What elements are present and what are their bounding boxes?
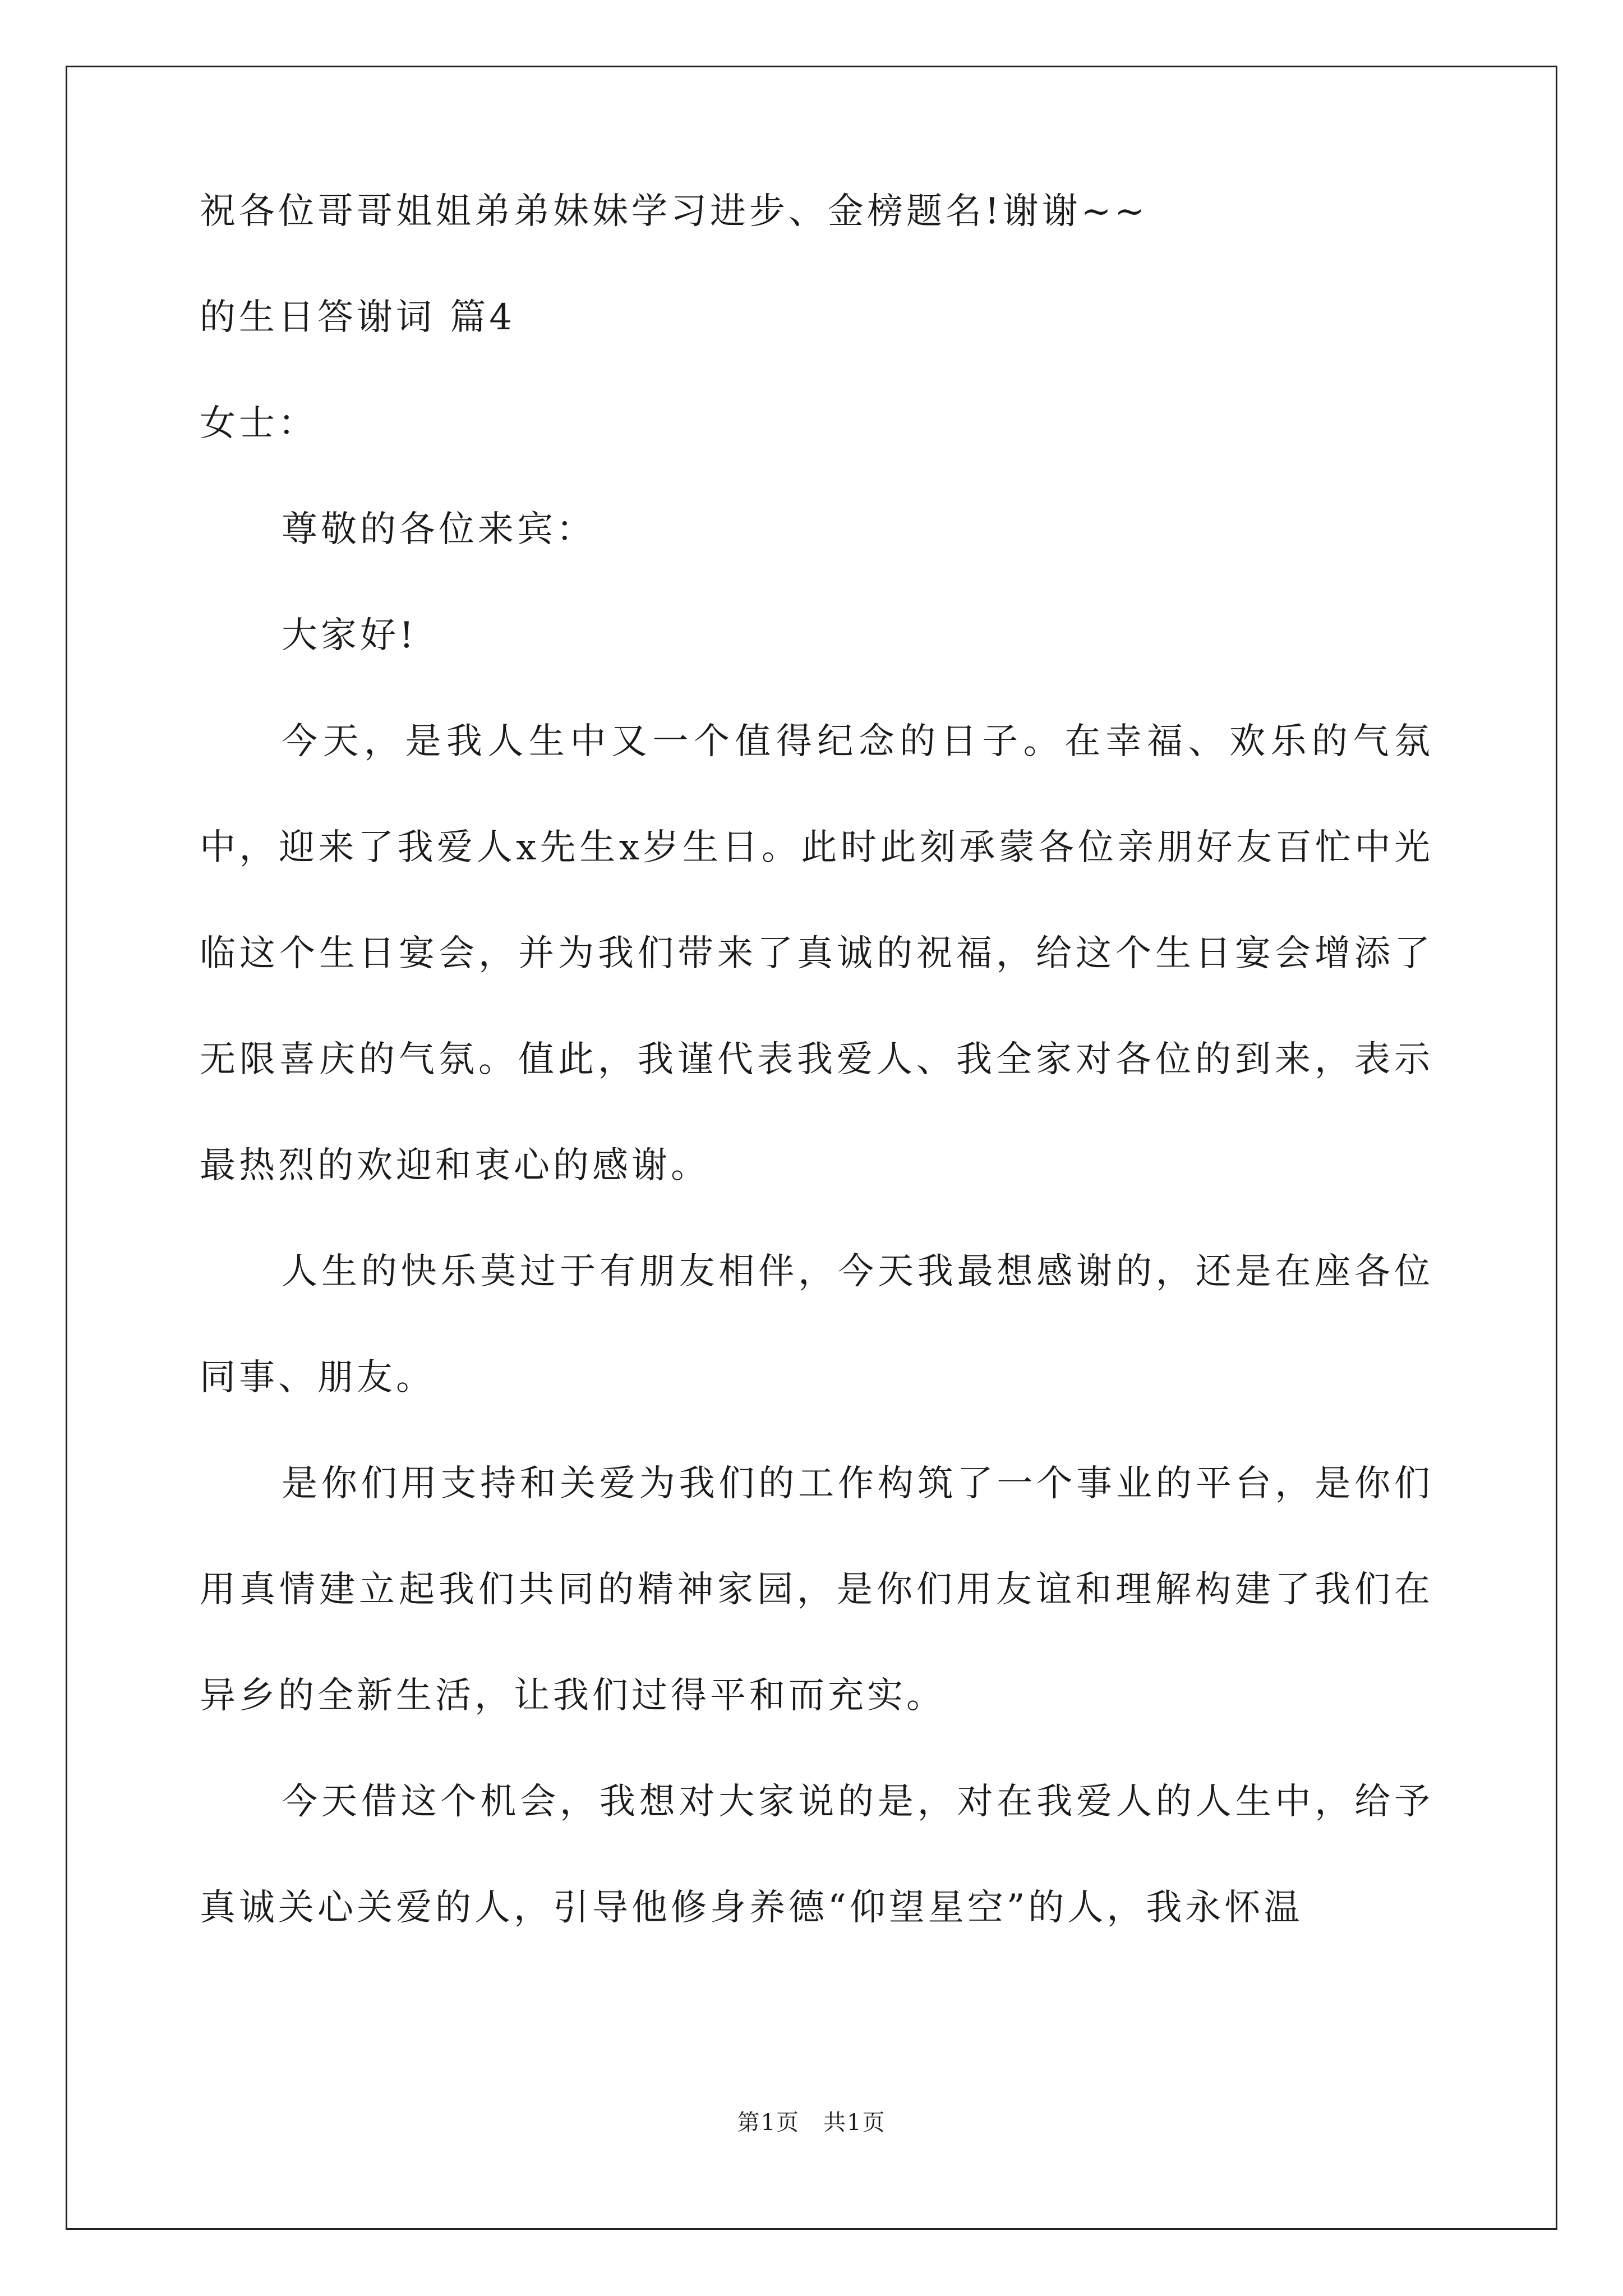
paragraph-3: 是你们用支持和关爱为我们的工作构筑了一个事业的平台，是你们用真情建立起我们共同的精神家园，是你们用友谊和理解构建了我们在异乡的全新生活，让我们过得平和而充实。 xyxy=(200,1463,1433,1717)
page-number: 第1页 共1页 xyxy=(737,2110,886,2136)
paragraph-2: 人生的快乐莫过于有朋友相伴，今天我最想感谢的，还是在座各位同事、朋友。 xyxy=(200,1251,1433,1398)
document-body xyxy=(200,185,1433,1961)
closing-line: 祝各位哥哥姐姐弟弟妹妹学习进步、金榜题名!谢谢~~ xyxy=(200,191,1148,232)
salutation: 女士： xyxy=(200,403,317,444)
greeting-guests: 尊敬的各位来宾： xyxy=(282,509,596,550)
section-heading: 的生日答谢词 篇4 xyxy=(200,297,516,338)
greeting-hello: 大家好! xyxy=(282,615,417,656)
paragraph-1: 今天，是我人生中又一个值得纪念的日子。在幸福、欢乐的气氛中，迎来了我爱人x先生x岁生日。此时此刻承蒙各位亲朋好友百忙中光临这个生日宴会，并为我们带来了真诚的祝福，给这个生日宴会增添了无限喜庆的气氛。值此，我谨代表我爱人、我全家对各位的到来，表示最热烈的欢迎和衷心的感谢。 xyxy=(200,721,1433,1186)
paragraph-4: 今天借这个机会，我想对大家说的是，对在我爱人的人生中，给予真诚关心关爱的人，引导他修身养德“仰望星空”的人，我永怀温 xyxy=(200,1781,1433,1929)
